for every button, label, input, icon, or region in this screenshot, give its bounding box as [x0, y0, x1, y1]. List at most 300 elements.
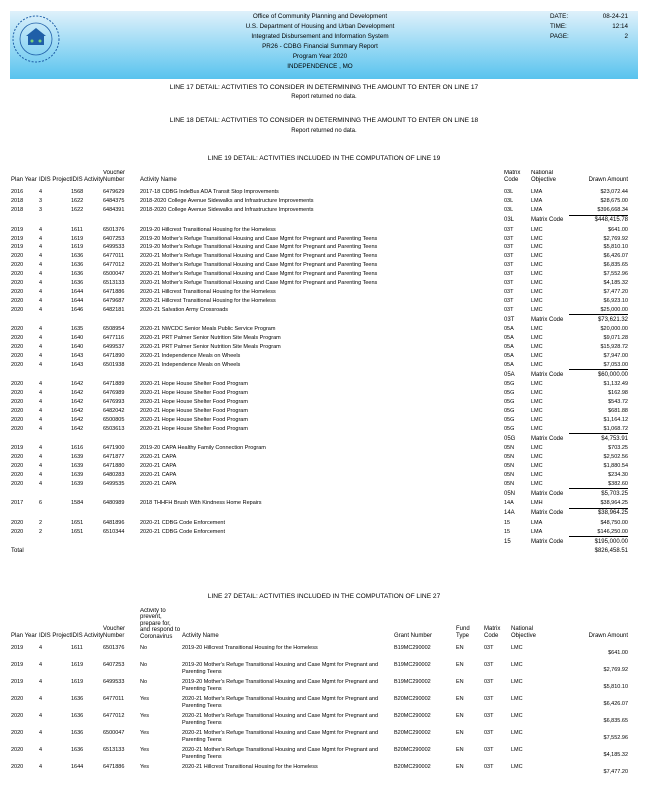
cell	[140, 434, 504, 444]
header-page: PAGE: 2	[550, 33, 628, 40]
cell: 2020	[11, 730, 24, 737]
cell: 05A	[504, 326, 514, 333]
cell: 6501938	[103, 362, 125, 369]
cell: 6499533	[103, 679, 125, 686]
cell: LMC	[531, 343, 543, 350]
cell	[11, 508, 39, 518]
cell: 6503613	[103, 425, 125, 432]
hud-seal-icon	[10, 13, 62, 65]
cell: 2020-21 Hope House Shelter Food Program	[140, 416, 248, 423]
cell: 6477011	[103, 253, 125, 260]
cell: Matrix Code	[531, 435, 564, 442]
cell: 2	[39, 528, 43, 535]
cell: 1644	[71, 297, 84, 304]
cell: $6,426.07	[603, 701, 628, 708]
cell	[103, 370, 140, 380]
cell: 15	[504, 528, 511, 535]
cell: $5,810.10	[603, 244, 628, 251]
cell	[11, 215, 39, 225]
cell: 05A	[504, 343, 514, 350]
cell: LMC	[531, 445, 543, 452]
cell: LMC	[531, 226, 543, 233]
cell: 2020	[11, 528, 24, 535]
table-row	[11, 252, 628, 261]
cell: $20,000.00	[600, 326, 628, 333]
cell: $703.25	[608, 445, 628, 452]
cell: 2019	[11, 445, 24, 452]
cell: Matrix Code	[531, 490, 564, 497]
cell: LMC	[531, 280, 543, 287]
cell: 2020-21 CAPA	[140, 481, 177, 487]
cell: 05G	[504, 390, 515, 397]
cell: $234.30	[608, 471, 628, 478]
cell	[71, 215, 103, 225]
cell: 6479687	[103, 297, 125, 304]
cell: 2018-2020 College Avenue Sidewalks and Infrastructure Improvements	[140, 207, 314, 214]
col-voucher-number: Voucher Number	[103, 170, 126, 183]
cell: EN	[456, 696, 464, 703]
cell: LMA	[531, 198, 543, 205]
cell: B20MC290002	[394, 764, 431, 771]
cell: 2020	[11, 381, 24, 388]
cell: 6471889	[103, 381, 125, 388]
cell: 4	[39, 679, 43, 686]
cell: 6499537	[103, 343, 125, 350]
cell: $4,185.32	[603, 280, 628, 287]
matrix-subtotal-row	[11, 537, 628, 547]
line27-title: LINE 27 DETAIL: ACTIVITIES INCLUDED IN THE COMPUTATION OF LINE 27	[207, 593, 441, 600]
cell: 1622	[71, 207, 84, 214]
cell: $543.72	[608, 399, 628, 406]
cell: 2020	[11, 425, 24, 432]
cell: 1639	[71, 462, 84, 469]
cell: $195,000.00	[594, 538, 628, 545]
table-row	[11, 197, 628, 206]
cell: 05A	[504, 371, 515, 378]
cell	[71, 315, 103, 325]
cell: $4,185.32	[603, 752, 628, 759]
cell: B20MC290002	[394, 696, 431, 703]
cell: 2020	[11, 297, 24, 304]
cell: 2020	[11, 271, 24, 278]
cell: 1636	[71, 280, 84, 287]
cell: 4	[39, 235, 43, 242]
total-amount: $826,458.51	[594, 548, 628, 555]
cell: $7,477.20	[603, 769, 628, 776]
cell: 2020	[11, 481, 24, 487]
table-row	[11, 296, 628, 305]
cell: 1651	[71, 519, 84, 526]
cell: LMC	[511, 662, 523, 669]
cell: 4	[39, 481, 43, 487]
cell: LMC	[531, 253, 543, 260]
table-row	[11, 188, 628, 197]
table-row	[11, 360, 628, 369]
cell: 1642	[71, 381, 84, 388]
cell	[71, 370, 103, 380]
cell: 03L	[504, 198, 514, 205]
cell: 1644	[71, 764, 84, 771]
col27-activity-name: Activity Name	[182, 633, 219, 640]
cell: 1636	[71, 713, 84, 720]
header-date: DATE: 08-24-21	[550, 13, 628, 20]
cell: 2018-2020 College Avenue Sidewalks and Infrastructure Improvements	[140, 198, 314, 205]
cell: 05G	[504, 381, 515, 388]
cell: $641.00	[608, 226, 628, 233]
cell: $15,928.72	[600, 343, 628, 350]
col-national-objective: National Objective	[531, 170, 557, 183]
table-row	[11, 527, 628, 536]
cell	[39, 537, 71, 547]
cell: 2020-21 Hope House Shelter Food Program	[140, 390, 248, 397]
cell: 03T	[504, 226, 514, 233]
cell: 2020	[11, 454, 24, 461]
cell: B19MC290002	[394, 645, 431, 652]
cell: $25,000.00	[569, 305, 628, 314]
cell	[103, 215, 140, 225]
cell: No	[140, 645, 148, 652]
table-row	[11, 462, 628, 471]
cell: 2020-21 CDBG Code Enforcement	[140, 519, 225, 526]
cell: 1639	[71, 471, 84, 478]
cell: 2020-21 PRT Palmer Senior Nutrition Site Meals Program	[140, 343, 281, 350]
cell: 1646	[71, 306, 84, 313]
cell: LMC	[531, 381, 543, 388]
table-row	[11, 678, 628, 695]
cell: 6477012	[103, 262, 125, 269]
cell: 4	[39, 262, 43, 269]
cell: B19MC290002	[394, 679, 431, 686]
cell: 05G	[504, 399, 515, 406]
cell: 4	[39, 280, 43, 287]
cell: $73,621.32	[597, 316, 628, 323]
cell: $5,703.25	[601, 491, 628, 497]
cell: LMC	[531, 462, 543, 469]
cell: 05N	[504, 454, 515, 461]
cell: 2020	[11, 471, 24, 478]
cell: 2020	[11, 262, 24, 269]
cell: 6471877	[103, 454, 125, 461]
cell: 05N	[504, 471, 515, 478]
cell: 6477012	[103, 713, 125, 720]
cell: No	[140, 679, 148, 686]
cell: 6471880	[103, 462, 125, 469]
cell: 05G	[504, 435, 516, 442]
cell: 4	[39, 445, 43, 452]
cell: 6477011	[103, 696, 125, 703]
cell: 2020	[11, 288, 24, 295]
cell: 6513133	[103, 280, 125, 287]
cell: $48,750.00	[600, 519, 628, 526]
cell: Yes	[140, 696, 149, 703]
cell: $38,964.25	[597, 510, 628, 517]
cell: $641.00	[608, 650, 628, 657]
cell	[11, 315, 39, 325]
cell: $2,502.56	[603, 454, 628, 461]
header-time: TIME: 12:14	[550, 23, 628, 30]
cell: LMC	[531, 306, 543, 313]
cell	[39, 315, 71, 325]
cell: Yes	[140, 713, 149, 720]
table-row	[11, 453, 628, 462]
cell: 2020-21 NWCDC Senior Meals Public Service Program	[140, 326, 276, 333]
cell: 1639	[71, 454, 84, 461]
cell: LMC	[531, 352, 543, 359]
cell: 2020-21 Hope House Shelter Food Program	[140, 381, 248, 388]
cell: 2020	[11, 362, 24, 369]
cell: 03T	[504, 253, 514, 260]
cell: 6471890	[103, 352, 125, 359]
cell: 2020	[11, 462, 24, 469]
cell: $28,675.00	[600, 198, 628, 205]
cell	[11, 537, 39, 547]
cell: 03T	[484, 730, 494, 737]
cell: EN	[456, 645, 464, 652]
matrix-subtotal-row	[11, 508, 628, 518]
cell: 6484375	[103, 198, 125, 205]
header-line-system: Integrated Disbursement and Information System	[251, 33, 389, 40]
cell: 2019-20 Mother's Refuge Transitional Housing and Case Mgmt for Pregnant and Parenting Teens	[140, 235, 378, 242]
cell: EN	[456, 747, 464, 754]
table-row	[11, 763, 628, 780]
cell: 2020-21 Salvation Army Crossroads	[140, 306, 229, 313]
cell: 6479629	[103, 189, 125, 196]
header-line-grantee: INDEPENDENCE , MO	[287, 63, 353, 70]
cell: 2020-21 CAPA	[140, 471, 177, 478]
cell: 6407253	[103, 235, 125, 242]
cell: 2020-21 Hillcrest Transitional Housing for the Homeless	[182, 764, 318, 771]
cell: B20MC290002	[394, 730, 431, 737]
cell: EN	[456, 679, 464, 686]
cell: LMC	[511, 730, 523, 737]
header-line-department: U.S. Department of Housing and Urban Development	[245, 23, 395, 30]
cell: 1584	[71, 500, 84, 507]
cell: 05N	[504, 481, 515, 487]
table-row	[11, 444, 628, 453]
cell: 4	[39, 189, 43, 196]
cell: $6,835.65	[603, 718, 628, 725]
cell: 1619	[71, 679, 84, 686]
cell: $2,769.92	[603, 235, 628, 242]
table-row	[11, 279, 628, 288]
cell: LMC	[531, 390, 543, 397]
cell: LMC	[531, 362, 543, 369]
cell: 14A	[504, 500, 514, 507]
cell: 4	[39, 462, 43, 469]
cell: 03L	[504, 207, 514, 214]
cell: 2020-21 Mother's Refuge Transitional Housing and Case Mgmt for Pregnant and Parenting Teens	[140, 280, 378, 287]
cell: 2020	[11, 407, 24, 414]
cell: 4	[39, 306, 43, 313]
cell: 4	[39, 407, 43, 414]
cell: 03T	[504, 288, 514, 295]
cell: 05N	[504, 445, 515, 452]
cell: $2,769.92	[603, 667, 628, 674]
cell: 2020-21 Mother's Refuge Transitional Housing and Case Mgmt for Pregnant and Parenting Teens	[182, 730, 379, 744]
cell: $396,668.34	[569, 206, 628, 215]
cell	[140, 370, 504, 380]
cell: 4	[39, 696, 43, 703]
table-row	[11, 343, 628, 352]
cell	[140, 489, 504, 499]
cell: $7,947.00	[603, 352, 628, 359]
header-titles	[200, 12, 440, 72]
cell: 2020	[11, 390, 24, 397]
cell: 2020-21 Hope House Shelter Food Program	[140, 399, 248, 406]
cell: 1636	[71, 747, 84, 754]
cell: 03T	[484, 696, 494, 703]
cell: $7,053.00	[569, 360, 628, 369]
cell: 2020-21 Independence Meals on Wheels	[140, 362, 241, 369]
table-row	[11, 398, 628, 407]
table-row	[11, 351, 628, 360]
cell: Matrix Code	[531, 510, 564, 517]
cell: B19MC290002	[394, 662, 431, 669]
cell: 1642	[71, 390, 84, 397]
cell: 2020-21 CAPA	[140, 454, 177, 461]
cell: LMC	[531, 271, 543, 278]
cell: 1643	[71, 352, 84, 359]
cell: LMC	[531, 326, 543, 333]
table-row	[11, 470, 628, 479]
col-matrix-code: Matrix Code	[504, 170, 521, 183]
cell: LMC	[531, 471, 543, 478]
cell: 6482042	[103, 407, 125, 414]
col27-grant-number: Grant Number	[394, 633, 433, 640]
cell: B20MC290002	[394, 713, 431, 720]
cell: LMC	[531, 335, 543, 342]
cell: LMC	[511, 679, 523, 686]
cell: 2020	[11, 253, 24, 260]
cell: 4	[39, 454, 43, 461]
cell: EN	[456, 662, 464, 669]
cell: 2020	[11, 352, 24, 359]
cell: 1619	[71, 662, 84, 669]
cell: 6471886	[103, 764, 125, 771]
line18-title: LINE 18 DETAIL: ACTIVITIES TO CONSIDER IN DETERMINING THE AMOUNT TO ENTER ON LINE 18	[169, 117, 479, 124]
line17-title: LINE 17 DETAIL: ACTIVITIES TO CONSIDER IN DETERMINING THE AMOUNT TO ENTER ON LINE 17	[169, 84, 479, 91]
cell: 6477116	[103, 335, 125, 342]
cell: 2020	[11, 306, 24, 313]
col27-plan-year: Plan Year	[11, 633, 37, 640]
table-row	[11, 729, 628, 746]
cell: No	[140, 662, 148, 669]
table-row	[11, 325, 628, 334]
cell: 2020	[11, 416, 24, 423]
cell	[71, 537, 103, 547]
cell	[39, 434, 71, 444]
cell: 1636	[71, 730, 84, 737]
cell: 2020	[11, 280, 24, 287]
line19-header-row	[11, 170, 628, 184]
cell: 6500047	[103, 730, 125, 737]
cell: 15	[504, 519, 511, 526]
cell: EN	[456, 764, 464, 771]
col27-idis-project: IDIS Project	[39, 633, 71, 640]
cell: $6,835.65	[603, 262, 628, 269]
table-row	[11, 424, 628, 433]
cell: 1611	[71, 226, 83, 233]
cell: Matrix Code	[531, 316, 564, 323]
cell: 2019-20 Mother's Refuge Transitional Housing and Case Mgmt for Pregnant and Parenting Teens	[182, 679, 379, 693]
table-row	[11, 206, 628, 215]
cell: LMC	[531, 297, 543, 304]
cell: LMH	[531, 500, 543, 507]
cell: 05A	[504, 335, 514, 342]
cell: 1642	[71, 399, 84, 406]
total-row	[11, 547, 628, 557]
cell: 6499533	[103, 244, 125, 251]
cell: $146,250.00	[569, 527, 628, 536]
cell: 2020-21 Hillcrest Transitional Housing for the Homeless	[140, 297, 276, 304]
cell: LMA	[531, 207, 543, 214]
cell: $9,071.28	[603, 335, 628, 342]
cell: 4	[39, 271, 43, 278]
cell: 4	[39, 747, 43, 754]
cell: LMC	[531, 425, 543, 432]
table-row	[11, 380, 628, 389]
cell: 1635	[71, 326, 84, 333]
cell	[103, 508, 140, 518]
cell	[103, 315, 140, 325]
cell: 4	[39, 326, 43, 333]
cell: 03T	[504, 262, 514, 269]
cell: 05G	[504, 407, 515, 414]
cell: 4	[39, 416, 43, 423]
cell: 6480989	[103, 500, 125, 507]
line27-header-row	[11, 608, 628, 640]
col27-idis-activity: IDIS Activity	[71, 633, 103, 640]
cell: Yes	[140, 730, 149, 737]
table-row	[11, 695, 628, 712]
cell: LMC	[511, 747, 523, 754]
cell: $1,164.12	[603, 416, 628, 423]
cell: LMC	[531, 416, 543, 423]
cell: 6476993	[103, 399, 125, 406]
col-drawn-amount: Drawn Amount	[588, 177, 628, 183]
cell: 2019	[11, 244, 24, 251]
cell: 2020	[11, 764, 24, 771]
cell: 03T	[504, 316, 515, 323]
cell: 6476989	[103, 390, 125, 397]
cell: LMC	[531, 399, 543, 406]
table-row	[11, 661, 628, 678]
cell: 2019	[11, 645, 24, 652]
cell: $23,072.44	[600, 189, 628, 196]
cell: 05N	[504, 462, 515, 469]
cell: 1611	[71, 645, 83, 652]
cell: 4	[39, 335, 43, 342]
cell	[11, 370, 39, 380]
cell: $6,426.07	[603, 253, 628, 260]
table-row	[11, 746, 628, 763]
cell: LMC	[511, 764, 523, 771]
cell: B20MC290002	[394, 747, 431, 754]
cell	[140, 215, 504, 225]
cell	[39, 508, 71, 518]
cell: 4	[39, 288, 43, 295]
cell: $5,810.10	[603, 684, 628, 691]
col-activity-name: Activity Name	[140, 177, 177, 183]
table-row	[11, 234, 628, 243]
cell: 2020-21 CAPA	[140, 462, 177, 469]
cell: 2020-21 Mother's Refuge Transitional Housing and Case Mgmt for Pregnant and Parenting Teens	[140, 271, 378, 278]
cell: 2020-21 CDBG Code Enforcement	[140, 528, 225, 535]
matrix-subtotal-row	[11, 489, 628, 499]
cell: 4	[39, 381, 43, 388]
cell: Matrix Code	[531, 371, 564, 378]
cell	[103, 537, 140, 547]
